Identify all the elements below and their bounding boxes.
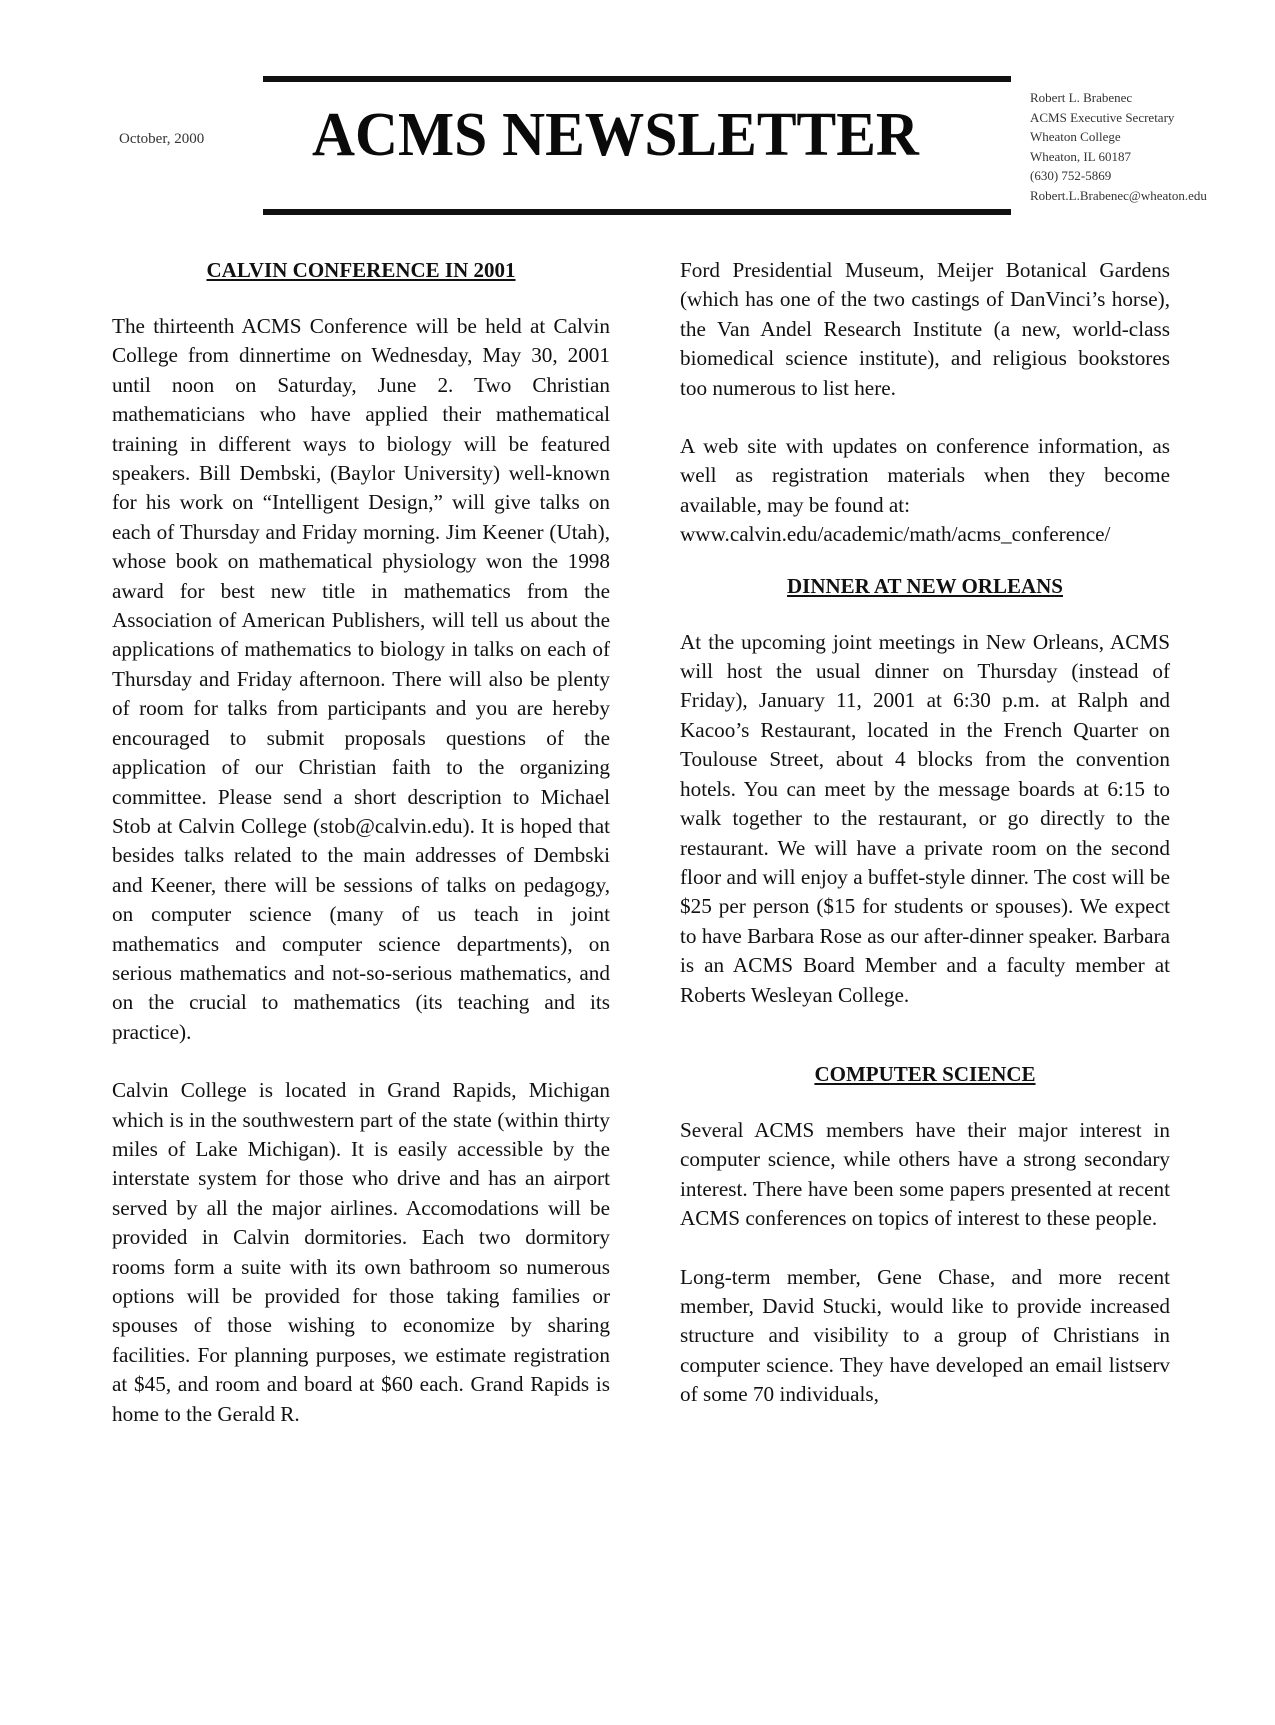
masthead-top-rule <box>263 76 1011 82</box>
contact-role: ACMS Executive Secretary <box>1030 109 1175 125</box>
issue-date: October, 2000 <box>119 131 205 147</box>
masthead-bottom-rule <box>263 209 1011 215</box>
contact-name: Robert L. Brabenec <box>1030 90 1133 105</box>
paragraph: A web site with updates on conference information, as well as registration materials when they become available, may be found at: <box>680 434 1170 517</box>
heading-calvin-conference: CALVIN CONFERENCE IN 2001 <box>206 258 516 282</box>
left-column <box>112 256 610 1429</box>
contact-phone: (630) 752-5869 <box>1030 168 1112 183</box>
contact-institution: Wheaton College <box>1030 129 1121 144</box>
right-column <box>680 256 1170 1410</box>
contact-block <box>1030 88 1207 205</box>
paragraph: Ford Presidential Museum, Meijer Botanical Gardens (which has one of the two castings of DanVinci’s horse), the Van Andel Research Institute (a new, world-class biomedical science institute), and religious bookstores too numerous to list here. <box>680 258 1170 400</box>
paragraph: Long-term member, Gene Chase, and more recent member, David Stucki, would like to provide increased structure and visibility to a group of Christians in computer science. They have developed an email listserv of some 70 individuals, <box>680 1264 1170 1407</box>
paragraph: The thirteenth ACMS Conference will be held at Calvin College from dinnertime on Wednesday, May 30, 2001 until noon on Saturday, June 2. Two Christian mathematicians who have applied their mathematical training in different ways to biology will be featured speakers. Bill Dembski, (Baylor University) well-known for his work on “Intelligent Design,” will give talks on each of Thursday and Friday morning. Jim Keener (Utah), whose book on mathematical physiology won the 1998 award for best new title in mathematics from the Association of American Publishers, will tell us about the applications of mathematics to biology in talks on each of Thursday and Friday afternoon. There will also be plenty of room for talks from participants and you are hereby encouraged to submit proposals questions of the application of our Christian faith to the organizing committee. Please send a short description to Michael Stob at Calvin College (stob@calvin.edu). It is hoped that besides talks related to the main addresses of Dembski and Keener, there will be sessions of talks on pedagogy, on computer science (many of us teach in joint mathematics and computer science departments), on serious mathematics and not-so-serious mathematics, and on the crucial to mathematics (its teaching and its practice). <box>112 314 610 1044</box>
paragraph: At the upcoming joint meetings in New Orleans, ACMS will host the usual dinner on Thursday (instead of Friday), January 11, 2001 at 6:30 p.m. at Ralph and Kacoo’s Restaurant, located in the French Quarter on Toulouse Street, about 4 blocks from the convention hotels. You can meet by the message boards at 6:15 to walk together to the restaurant, or go directly to the restaurant. We will have a private room on the second floor and will enjoy a buffet-style dinner. The cost will be $25 per person ($15 for students or spouses). We expect to have Barbara Rose as our after-dinner speaker. Barbara is an ACMS Board Member and a faculty member at Roberts Wesleyan College. <box>680 629 1170 1007</box>
heading-dinner-new-orleans: DINNER AT NEW ORLEANS <box>787 573 1063 598</box>
conference-url-link[interactable]: www.calvin.edu/academic/math/acms_conference/ <box>680 522 1111 547</box>
contact-city: Wheaton, IL 60187 <box>1030 148 1131 164</box>
heading-computer-science: COMPUTER SCIENCE <box>814 1061 1036 1086</box>
paragraph: Several ACMS members have their major interest in computer science, while others have a strong secondary interest. There have been some papers presented at recent ACMS conferences on topics of interest to these people. <box>680 1117 1170 1231</box>
newsletter-title: ACMS NEWSLETTER <box>312 101 919 169</box>
paragraph: Calvin College is located in Grand Rapids, Michigan which is in the southwestern part of the state (within thirty miles of Lake Michigan). It is easily accessible by the interstate system for those who drive and has an airport served by all the major airlines. Accomodations will be provided in Calvin dormitories. Each two dormitory rooms form a suite with its own bathroom so numerous options will be provided for those taking families or spouses of those wishing to economize by sharing facilities. For planning purposes, we estimate registration at $45, and room and board at $60 each. Grand Rapids is home to the Gerald R. <box>112 1078 610 1426</box>
contact-email[interactable]: Robert.L.Brabenec@wheaton.edu <box>1030 187 1207 203</box>
